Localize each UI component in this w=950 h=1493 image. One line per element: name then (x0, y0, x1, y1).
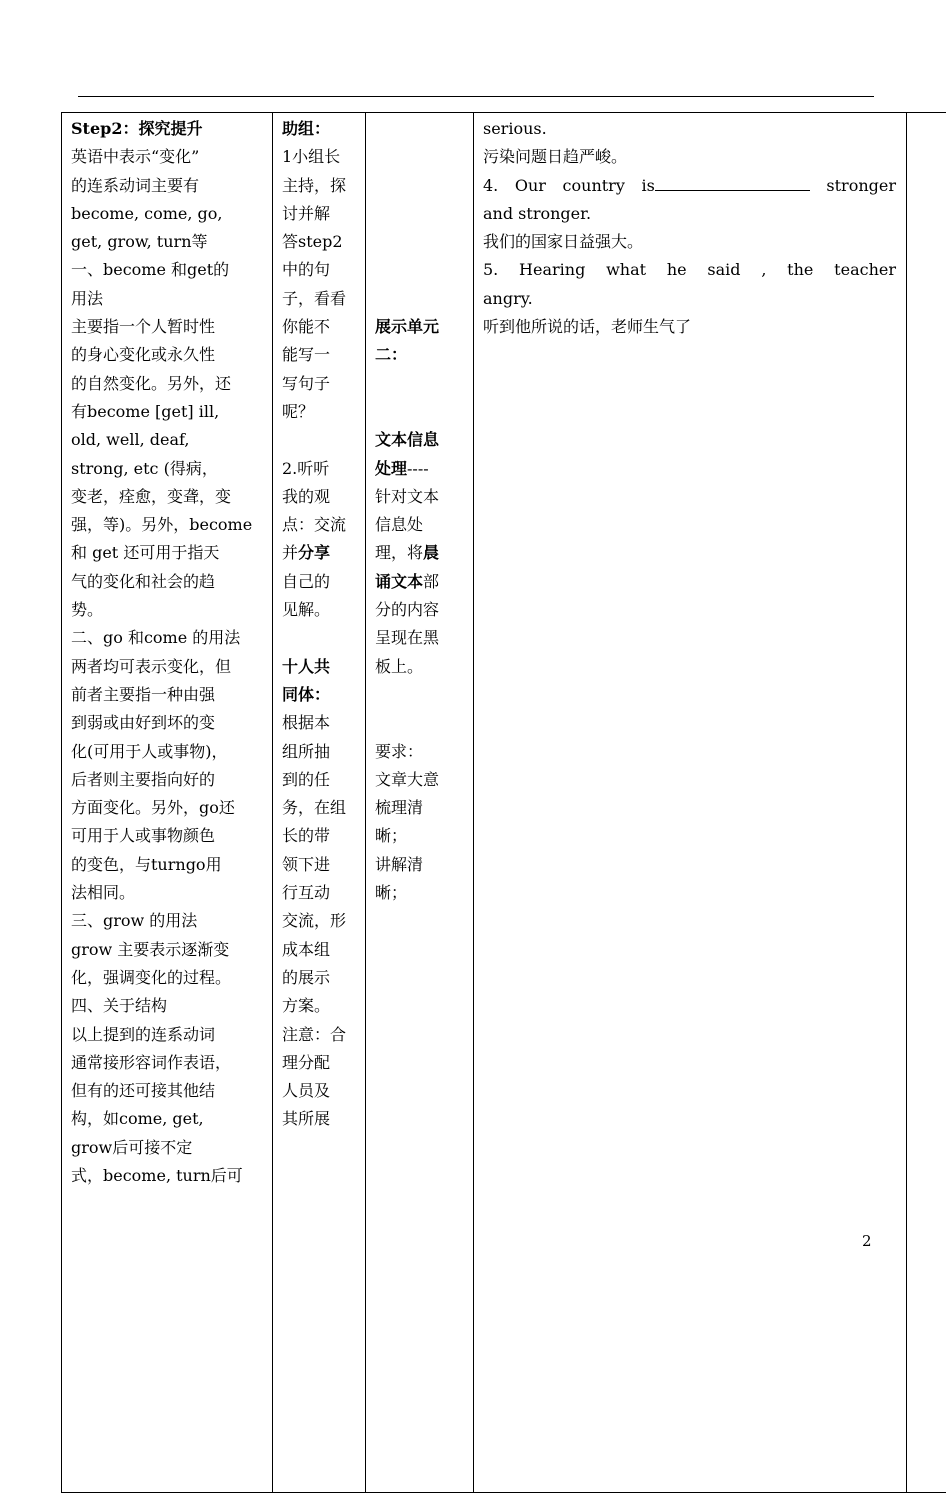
community-task (282, 709, 357, 1133)
text-line: 理分配 (282, 1052, 331, 1072)
text-line: 化，强调变化的过程。 (71, 967, 232, 987)
text-line: 讲解清 (375, 854, 424, 874)
text-line: 以上提到的连系动词 (71, 1024, 216, 1044)
group-task-2: 2.听听 我的观 点：交流 并分享 自己的 见解。 (282, 458, 347, 620)
text-line: 后者则主要指向好的 (71, 769, 216, 789)
text-line: 可用于人或事物颜色 (71, 826, 216, 846)
text-line: 三、grow 的用法 (71, 911, 198, 931)
column-explanation (62, 113, 273, 1493)
text-line: 法相同。 (71, 883, 136, 903)
text-line: 变老，痊愈，变聋，变 (71, 486, 232, 506)
text-line: 通常接形容词作表语， (71, 1052, 232, 1072)
text-line: 晰； (375, 826, 408, 846)
text-line: old, well, deaf, (71, 430, 190, 450)
text-line: 和 get 还可用于指天 (71, 543, 220, 563)
text-line: 中的句 (282, 260, 331, 280)
text-line: 组所抽 (282, 741, 331, 761)
text-line: 务，在组 (282, 798, 347, 818)
community-heading: 十人共 (282, 656, 331, 676)
text-line: 人员及 (282, 1081, 331, 1101)
lesson-table (61, 112, 946, 1493)
text-line: 方案。 (282, 996, 331, 1016)
explanation-text (71, 143, 264, 1190)
text-line: become, come, go, (71, 203, 223, 223)
text-line: 用法 (71, 288, 104, 308)
text-line: 根据本 (282, 713, 331, 733)
text-processing-heading: 文本信息 (375, 430, 440, 450)
text-line: 式，become, turn后可 (71, 1165, 243, 1185)
group-task-1 (282, 143, 357, 426)
text-line: 能写一 (282, 345, 331, 365)
group-heading: 助组： (282, 119, 331, 138)
text-line: 到弱或由好到坏的变 (71, 713, 216, 733)
text-line: 梳理清 (375, 798, 424, 818)
text-line: 的自然变化。另外，还 (71, 373, 232, 393)
text-line: 到的任 (282, 769, 331, 789)
text-line: 两者均可表示变化，但 (71, 656, 232, 676)
column-exercises: serious. 污染问题日趋严峻。 4. Our country is stronger and stronger. 我们的国家日益强大。 5. Hearing what he said , the teacher angry. 听到他所说的话，老师生气了 (474, 113, 907, 1493)
column-extra (907, 113, 947, 1493)
text-line: 构，如come, get, (71, 1109, 204, 1129)
text-line: 要求： (375, 741, 424, 761)
text-line: 写句子 (282, 373, 331, 393)
column-group-work: 助组： 1小组长 主持，探 讨并解 答step2 中的句 子，看看 你能不 能写一 写句子 呢？ 2.听听 我的观 点：交流 并分享 自己的 见解。 十人共 同体： 根据本 组所抽 到的任 务，在组 长的带 领下进 行互动 交流，形 成本组 的展示 方案。 注意：合 理分配 人员及 其所展 (273, 113, 366, 1493)
text-line: grow后可接不定 (71, 1137, 193, 1157)
text-line: 子，看看 (282, 288, 347, 308)
column-display: 展示单元 二： 文本信息 处理---- 针对文本 信息处 理，将晨 诵文本部 分的内容 呈现在黑 板上。 要求： 文章大意 梳理清 晰； 讲解清 晰； (366, 113, 474, 1493)
text-line: 一、become 和get的 (71, 260, 230, 280)
requirements (375, 738, 465, 908)
text-line: 答step2 (282, 232, 343, 252)
text-line: 交流，形 (282, 911, 347, 931)
step-title: Step2：探究提升 (71, 119, 203, 138)
text-line: 注意：合 (282, 1024, 347, 1044)
text-line: 成本组 (282, 939, 331, 959)
text-line: 文章大意 (375, 769, 440, 789)
text-line: 气的变化和社会的趋 (71, 571, 216, 591)
text-line: 前者主要指一种由强 (71, 684, 216, 704)
header-rule (78, 96, 874, 97)
text-line: 主要指一个人暂时性 (71, 317, 216, 337)
text-line: 的身心变化或永久性 (71, 345, 216, 365)
text-line: 二、go 和come 的用法 (71, 628, 241, 648)
text-line: 1小组长 (282, 147, 341, 167)
text-line: grow 主要表示逐渐变 (71, 939, 230, 959)
display-unit-heading: 展示单元 (375, 317, 440, 337)
text-line: 势。 (71, 600, 104, 620)
text-line: 其所展 (282, 1109, 331, 1129)
page-number: 2 (862, 1232, 872, 1250)
text-line: 有become [get] ill, (71, 401, 220, 421)
text-line: get, grow, turn等 (71, 232, 208, 252)
text-line: 的展示 (282, 967, 331, 987)
text-line: 你能不 (282, 317, 331, 337)
text-line: 的变色，与turngo用 (71, 854, 222, 874)
text-line: 英语中表示“变化” (71, 147, 200, 167)
text-line: 的连系动词主要有 (71, 175, 200, 195)
text-line: 四、关于结构 (71, 996, 168, 1016)
table-row (62, 113, 947, 1493)
text-line: 长的带 (282, 826, 331, 846)
exercise-5: 5. Hearing what he said , the teacher (483, 260, 896, 280)
text-line: 讨并解 (282, 203, 331, 223)
text-line: 呢？ (282, 401, 315, 421)
text-line: 方面变化。另外，go还 (71, 798, 235, 818)
text-line: 但有的还可接其他结 (71, 1081, 216, 1101)
text-line: 领下进 (282, 854, 331, 874)
exercise-4: 4. Our country is stronger (483, 172, 896, 200)
text-line: 主持，探 (282, 175, 347, 195)
text-line: 化(可用于人或事物)， (71, 741, 228, 761)
text-line: 强，等)。另外，become (71, 515, 253, 535)
text-line: strong, etc (得病， (71, 458, 218, 478)
answer-blank (655, 172, 810, 191)
text-line: 晰； (375, 883, 408, 903)
text-line: 行互动 (282, 883, 331, 903)
